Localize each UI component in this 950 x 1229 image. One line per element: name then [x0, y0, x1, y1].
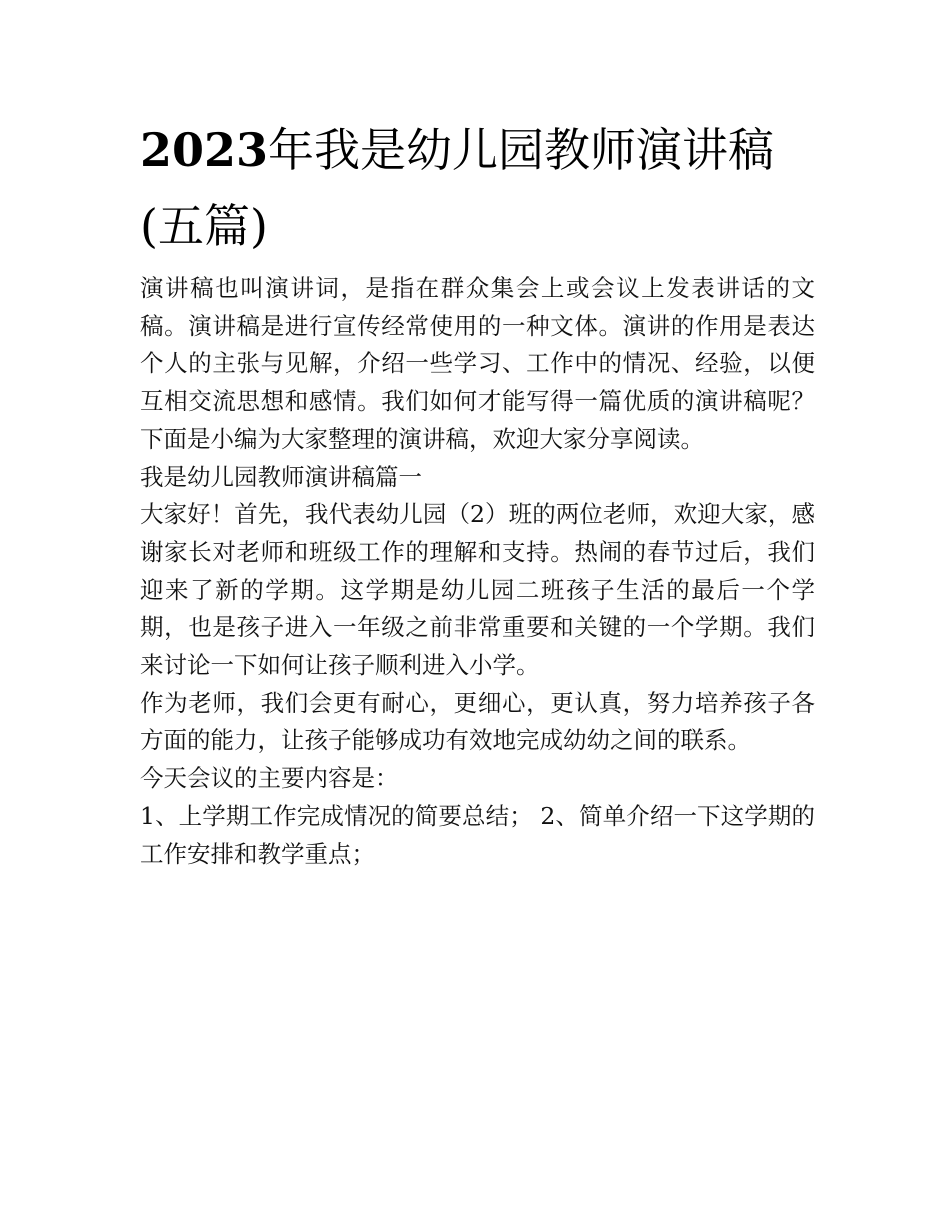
intro-paragraph: 演讲稿也叫演讲词，是指在群众集会上或会议上发表讲话的文稿。演讲稿是进行宣传经常使用的一种文体。演讲的作用是表达个人的主张与见解，介绍一些学习、工作中的情况、经验，以便互相交流思想和感情。我们如何才能写得一篇优质的演讲稿呢？下面是小编为大家整理的演讲稿，欢迎大家分享阅读。 [140, 274, 815, 453]
document-content [140, 112, 815, 873]
meeting-intro-paragraph: 今天会议的主要内容是： [140, 764, 399, 793]
document-body [140, 270, 815, 873]
title-year: 2023 [140, 123, 269, 177]
teacher-commitment-paragraph: 作为老师，我们会更有耐心，更细心，更认真，努力培养孩子各方面的能力，让孩子能够成功有效地完成幼幼之间的联系。 [140, 688, 815, 755]
document-title [140, 112, 815, 264]
title-text: 年我是幼儿园教师演讲稿(五篇) [140, 123, 775, 253]
meeting-agenda-paragraph: 1、上学期工作完成情况的简要总结； 2、简单介绍一下这学期的工作安排和教学重点； [140, 801, 815, 868]
greeting-paragraph: 大家好！首先，我代表幼儿园（2）班的两位老师，欢迎大家，感谢家长对老师和班级工作的理解和支持。热闹的春节过后，我们迎来了新的学期。这学期是幼儿园二班孩子生活的最后一个学期，也是孩子进入一年级之前非常重要和关键的一个学期。我们来讨论一下如何让孩子顺利进入小学。 [140, 500, 815, 680]
section-heading: 我是幼儿园教师演讲稿篇一 [140, 462, 422, 491]
